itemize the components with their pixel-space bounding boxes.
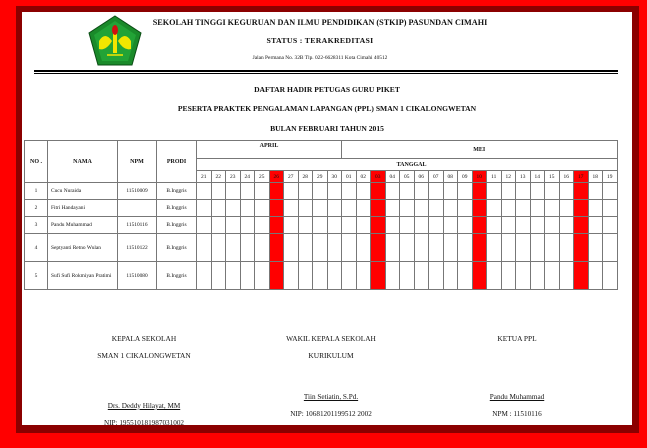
- day-header: 17: [574, 171, 589, 183]
- attendance-cell[interactable]: [545, 262, 560, 290]
- attendance-cell[interactable]: [298, 262, 313, 290]
- attendance-cell[interactable]: [284, 200, 299, 217]
- row-nama: Fitri Handayani: [48, 200, 118, 217]
- attendance-cell[interactable]: [545, 234, 560, 262]
- attendance-cell[interactable]: [472, 217, 487, 234]
- attendance-cell[interactable]: [487, 234, 502, 262]
- attendance-cell[interactable]: [298, 183, 313, 200]
- day-header: 06: [414, 171, 429, 183]
- attendance-cell[interactable]: [487, 262, 502, 290]
- document-period: BULAN FEBRUARI TAHUN 2015: [270, 124, 384, 133]
- role-subtitle: SMAN 1 CIKALONGWETAN: [97, 351, 191, 360]
- day-header: 04: [385, 171, 400, 183]
- attendance-cell[interactable]: [574, 200, 589, 217]
- attendance-cell[interactable]: [472, 183, 487, 200]
- role-title: KEPALA SEKOLAH: [111, 334, 177, 343]
- attendance-cell[interactable]: [356, 183, 371, 200]
- attendance-cell[interactable]: [385, 217, 400, 234]
- attendance-cell[interactable]: [588, 234, 603, 262]
- attendance-cell[interactable]: [226, 183, 241, 200]
- row-prodi: B.Inggris: [157, 217, 197, 234]
- attendance-cell[interactable]: [400, 234, 415, 262]
- row-prodi: B.Inggris: [157, 234, 197, 262]
- day-header: 14: [530, 171, 545, 183]
- attendance-cell[interactable]: [588, 183, 603, 200]
- row-no: 1: [25, 183, 48, 200]
- attendance-cell[interactable]: [574, 217, 589, 234]
- attendance-cell[interactable]: [400, 262, 415, 290]
- attendance-cell[interactable]: [240, 183, 255, 200]
- attendance-cell[interactable]: [240, 234, 255, 262]
- day-header: 07: [429, 171, 444, 183]
- attendance-cell[interactable]: [559, 183, 574, 200]
- attendance-cell[interactable]: [501, 217, 516, 234]
- attendance-cell[interactable]: [269, 183, 284, 200]
- day-header: 30: [327, 171, 342, 183]
- attendance-cell[interactable]: [240, 262, 255, 290]
- signatory-name-ppl-chair: [462, 393, 572, 401]
- attendance-cell[interactable]: [472, 234, 487, 262]
- row-no: 3: [25, 217, 48, 234]
- table-row: [25, 217, 618, 234]
- name-text: Pandu Muhammad: [489, 393, 545, 401]
- attendance-cell[interactable]: [240, 217, 255, 234]
- attendance-cell[interactable]: [588, 217, 603, 234]
- attendance-cell[interactable]: [269, 234, 284, 262]
- signatory-id-vice-principal: NIP: 10681201199512 2002: [290, 410, 372, 418]
- signatory-name-vice-principal: [246, 393, 416, 401]
- day-header: 01: [342, 171, 357, 183]
- attendance-cell[interactable]: [487, 183, 502, 200]
- header-npm: NPM: [118, 141, 157, 183]
- row-npm: 11510122: [118, 234, 157, 262]
- attendance-cell[interactable]: [327, 217, 342, 234]
- attendance-cell[interactable]: [342, 200, 357, 217]
- attendance-cell[interactable]: [443, 262, 458, 290]
- row-prodi: B.Inggris: [157, 262, 197, 290]
- attendance-cell[interactable]: [284, 262, 299, 290]
- attendance-cell[interactable]: [545, 200, 560, 217]
- day-header: 02: [356, 171, 371, 183]
- attendance-cell[interactable]: [458, 234, 473, 262]
- attendance-cell[interactable]: [342, 183, 357, 200]
- attendance-cell[interactable]: [356, 262, 371, 290]
- row-prodi: B.Inggris: [157, 183, 197, 200]
- row-no: 5: [25, 262, 48, 290]
- attendance-cell[interactable]: [313, 217, 328, 234]
- day-header: 13: [516, 171, 531, 183]
- attendance-cell[interactable]: [501, 200, 516, 217]
- attendance-cell[interactable]: [385, 200, 400, 217]
- attendance-cell[interactable]: [255, 217, 270, 234]
- accreditation-status: STATUS : TERAKREDITASI: [266, 36, 374, 45]
- attendance-cell[interactable]: [298, 234, 313, 262]
- attendance-cell[interactable]: [226, 262, 241, 290]
- attendance-cell[interactable]: [313, 234, 328, 262]
- signatory-id-principal: NIP: 195510181987031002: [103, 419, 185, 425]
- row-nama: Cucu Nuraida: [48, 183, 118, 200]
- attendance-cell[interactable]: [342, 217, 357, 234]
- attendance-cell[interactable]: [313, 262, 328, 290]
- table-row: [25, 262, 618, 290]
- attendance-cell[interactable]: [284, 183, 299, 200]
- attendance-cell[interactable]: [211, 217, 226, 234]
- attendance-cell[interactable]: [400, 217, 415, 234]
- attendance-cell[interactable]: [255, 234, 270, 262]
- attendance-cell[interactable]: [574, 183, 589, 200]
- attendance-cell[interactable]: [603, 234, 618, 262]
- attendance-cell[interactable]: [240, 200, 255, 217]
- attendance-cell[interactable]: [298, 200, 313, 217]
- attendance-cell[interactable]: [487, 217, 502, 234]
- row-npm: 11510116: [118, 217, 157, 234]
- attendance-cell[interactable]: [255, 262, 270, 290]
- table-row: [25, 183, 618, 200]
- day-header: 05: [400, 171, 415, 183]
- row-no: 4: [25, 234, 48, 262]
- row-nama: Septyanti Retno Wulan: [48, 234, 118, 262]
- attendance-cell[interactable]: [313, 183, 328, 200]
- attendance-cell[interactable]: [400, 200, 415, 217]
- role-title: WAKIL KEPALA SEKOLAH: [286, 334, 376, 343]
- day-header: 10: [472, 171, 487, 183]
- attendance-cell[interactable]: [255, 200, 270, 217]
- row-npm: [118, 200, 157, 217]
- attendance-cell[interactable]: [313, 200, 328, 217]
- attendance-cell[interactable]: [458, 217, 473, 234]
- attendance-cell[interactable]: [414, 217, 429, 234]
- attendance-cell[interactable]: [284, 217, 299, 234]
- document-subtitle: PESERTA PRAKTEK PENGALAMAN LAPANGAN (PPL) SMAN 1 CIKALONGWETAN: [177, 104, 477, 113]
- attendance-cell[interactable]: [603, 200, 618, 217]
- day-header: 24: [240, 171, 255, 183]
- attendance-cell[interactable]: [197, 200, 212, 217]
- header-rule-thin: [34, 73, 618, 74]
- attendance-cell[interactable]: [530, 234, 545, 262]
- attendance-cell[interactable]: [472, 200, 487, 217]
- day-header: 09: [458, 171, 473, 183]
- month-mei: MEI: [342, 141, 618, 159]
- attendance-cell[interactable]: [559, 234, 574, 262]
- attendance-cell[interactable]: [516, 217, 531, 234]
- attendance-cell[interactable]: [516, 262, 531, 290]
- day-header: 21: [197, 171, 212, 183]
- attendance-cell[interactable]: [327, 234, 342, 262]
- attendance-cell[interactable]: [530, 217, 545, 234]
- row-npm: 11510009: [118, 183, 157, 200]
- attendance-cell[interactable]: [385, 183, 400, 200]
- day-header: 27: [284, 171, 299, 183]
- attendance-cell[interactable]: [559, 262, 574, 290]
- attendance-cell[interactable]: [443, 217, 458, 234]
- attendance-cell[interactable]: [559, 217, 574, 234]
- day-header: 18: [588, 171, 603, 183]
- header-nama: NAMA: [48, 141, 118, 183]
- attendance-cell[interactable]: [487, 200, 502, 217]
- attendance-cell[interactable]: [327, 200, 342, 217]
- table-row: [25, 234, 618, 262]
- row-npm: 11510080: [118, 262, 157, 290]
- day-header: 19: [603, 171, 618, 183]
- header-no: NO .: [25, 141, 48, 183]
- institution-address: Jalan Permana No. 32B Tlp. 022-6628311 Kota Cimahi 40512: [252, 55, 388, 61]
- attendance-cell[interactable]: [371, 183, 386, 200]
- attendance-cell[interactable]: [443, 200, 458, 217]
- day-header: 15: [545, 171, 560, 183]
- attendance-cell[interactable]: [356, 234, 371, 262]
- attendance-cell[interactable]: [269, 262, 284, 290]
- attendance-cell[interactable]: [371, 262, 386, 290]
- attendance-cell[interactable]: [501, 262, 516, 290]
- day-header: 23: [226, 171, 241, 183]
- day-header: 08: [443, 171, 458, 183]
- attendance-cell[interactable]: [197, 234, 212, 262]
- attendance-cell[interactable]: [327, 262, 342, 290]
- attendance-cell[interactable]: [414, 234, 429, 262]
- attendance-cell[interactable]: [429, 234, 444, 262]
- attendance-cell[interactable]: [530, 200, 545, 217]
- day-header: 28: [298, 171, 313, 183]
- name-text: Tiin Setiatin, S.Pd.: [303, 393, 359, 401]
- attendance-cell[interactable]: [545, 217, 560, 234]
- attendance-cell[interactable]: [603, 217, 618, 234]
- attendance-cell[interactable]: [545, 183, 560, 200]
- attendance-cell[interactable]: [429, 217, 444, 234]
- institution-emblem-icon: [87, 15, 143, 67]
- day-header: 26: [269, 171, 284, 183]
- attendance-cell[interactable]: [385, 262, 400, 290]
- attendance-cell[interactable]: [516, 234, 531, 262]
- day-header: 25: [255, 171, 270, 183]
- signature-block-principal: [64, 334, 224, 360]
- attendance-cell[interactable]: [458, 200, 473, 217]
- month-april: APRIL: [197, 141, 342, 159]
- attendance-cell[interactable]: [574, 234, 589, 262]
- signatory-name-principal: [64, 402, 224, 410]
- attendance-cell[interactable]: [429, 200, 444, 217]
- attendance-cell[interactable]: [211, 200, 226, 217]
- attendance-cell[interactable]: [530, 183, 545, 200]
- attendance-cell[interactable]: [574, 262, 589, 290]
- attendance-cell[interactable]: [211, 262, 226, 290]
- attendance-cell[interactable]: [211, 183, 226, 200]
- attendance-cell[interactable]: [371, 200, 386, 217]
- signature-block-ppl-chair: [462, 334, 572, 343]
- attendance-cell[interactable]: [356, 217, 371, 234]
- attendance-cell[interactable]: [356, 200, 371, 217]
- attendance-cell[interactable]: [414, 200, 429, 217]
- attendance-cell[interactable]: [226, 234, 241, 262]
- attendance-cell[interactable]: [269, 217, 284, 234]
- attendance-cell[interactable]: [603, 183, 618, 200]
- attendance-cell[interactable]: [429, 262, 444, 290]
- role-title: KETUA PPL: [497, 334, 537, 343]
- attendance-cell[interactable]: [458, 262, 473, 290]
- attendance-cell[interactable]: [211, 234, 226, 262]
- attendance-cell[interactable]: [197, 262, 212, 290]
- attendance-cell[interactable]: [385, 234, 400, 262]
- signature-block-vice-principal: [246, 334, 416, 360]
- row-nama: Pandu Muhammad: [48, 217, 118, 234]
- document-page: [22, 12, 632, 425]
- header-prodi: PRODI: [157, 141, 197, 183]
- attendance-cell[interactable]: [588, 262, 603, 290]
- attendance-cell[interactable]: [400, 183, 415, 200]
- attendance-cell[interactable]: [588, 200, 603, 217]
- day-header: 22: [211, 171, 226, 183]
- attendance-cell[interactable]: [516, 183, 531, 200]
- attendance-cell[interactable]: [603, 262, 618, 290]
- signatory-id-ppl-chair: NPM : 11510116: [492, 410, 542, 418]
- attendance-cell[interactable]: [255, 183, 270, 200]
- attendance-table: [24, 140, 618, 290]
- row-nama: Sufi Sufi Rokmiyan Pratimi: [48, 262, 118, 290]
- attendance-cell[interactable]: [501, 183, 516, 200]
- day-header: 29: [313, 171, 328, 183]
- attendance-cell[interactable]: [414, 262, 429, 290]
- role-subtitle: KURIKULUM: [308, 351, 354, 360]
- attendance-cell[interactable]: [342, 262, 357, 290]
- attendance-cell[interactable]: [530, 262, 545, 290]
- header-rule: [34, 70, 618, 72]
- attendance-cell[interactable]: [443, 234, 458, 262]
- attendance-cell[interactable]: [226, 217, 241, 234]
- attendance-cell[interactable]: [371, 234, 386, 262]
- day-header: 12: [501, 171, 516, 183]
- attendance-cell[interactable]: [516, 200, 531, 217]
- attendance-cell[interactable]: [284, 234, 299, 262]
- row-prodi: B.Inggris: [157, 200, 197, 217]
- institution-name: SEKOLAH TINGGI KEGURUAN DAN ILMU PENDIDIKAN (STKIP) PASUNDAN CIMAHI: [152, 18, 488, 27]
- table-row: [25, 200, 618, 217]
- attendance-cell[interactable]: [501, 234, 516, 262]
- attendance-cell[interactable]: [443, 183, 458, 200]
- attendance-cell[interactable]: [559, 200, 574, 217]
- header-tanggal: TANGGAL: [197, 159, 618, 171]
- row-no: 2: [25, 200, 48, 217]
- attendance-cell[interactable]: [327, 183, 342, 200]
- attendance-cell[interactable]: [197, 183, 212, 200]
- day-header: 11: [487, 171, 502, 183]
- day-header: 16: [559, 171, 574, 183]
- attendance-cell[interactable]: [269, 200, 284, 217]
- attendance-cell[interactable]: [458, 183, 473, 200]
- document-title: DAFTAR HADIR PETUGAS GURU PIKET: [254, 85, 400, 94]
- attendance-cell[interactable]: [298, 217, 313, 234]
- attendance-cell[interactable]: [429, 183, 444, 200]
- attendance-cell[interactable]: [226, 200, 241, 217]
- attendance-cell[interactable]: [414, 183, 429, 200]
- attendance-cell[interactable]: [342, 234, 357, 262]
- day-header: 03: [371, 171, 386, 183]
- name-text: Drs. Deddy Hilayat, MM: [107, 402, 181, 410]
- attendance-cell[interactable]: [371, 217, 386, 234]
- attendance-cell[interactable]: [472, 262, 487, 290]
- attendance-cell[interactable]: [197, 217, 212, 234]
